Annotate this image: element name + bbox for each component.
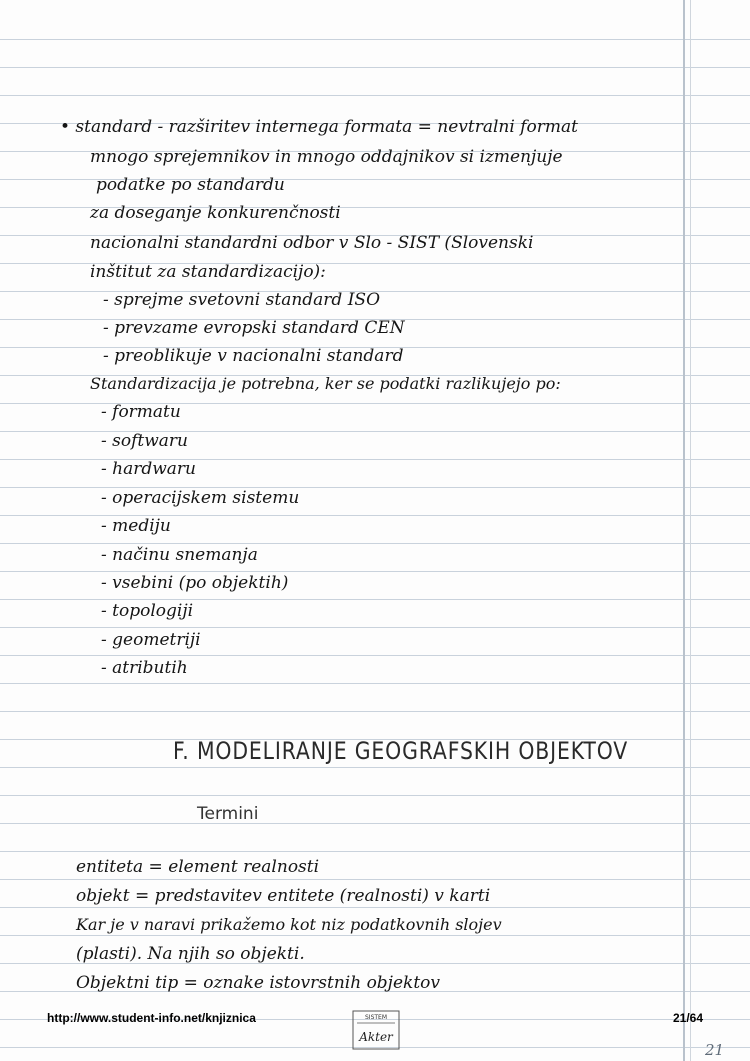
list-item: - vsebini (po objektih) — [101, 573, 289, 593]
margin-line-secondary — [690, 0, 691, 1061]
note-line: Kar je v naravi prikažemo kot niz podatkovnih slojev — [76, 915, 502, 934]
footer-page-number: 21/64 — [673, 1011, 704, 1025]
list-item: - operacijskem sistemu — [101, 488, 300, 508]
list-item: - atributih — [101, 658, 188, 678]
logo-top-text: SISTEM — [364, 1014, 388, 1021]
note-line: entiteta = element realnosti — [76, 857, 320, 877]
note-line: za doseganje konkurenčnosti — [90, 203, 341, 223]
note-line: Objektni tip = oznake istovrstnih objektov — [76, 973, 440, 993]
note-line: (plasti). Na njih so objekti. — [76, 944, 305, 964]
list-item: - topologiji — [101, 601, 194, 621]
logo-script-text: Akter — [359, 1030, 393, 1044]
list-item: - načinu snemanja — [101, 545, 258, 565]
note-line: objekt = predstavitev entitete (realnosti) v karti — [76, 886, 491, 906]
note-line: - preoblikuje v nacionalni standard — [103, 346, 404, 366]
list-item: - mediju — [101, 516, 171, 536]
footer-url: http://www.student-info.net/knjiznica — [47, 1011, 256, 1025]
note-line: inštitut za standardizacijo): — [90, 262, 326, 282]
margin-line — [683, 0, 685, 1061]
sistem-logo — [352, 1010, 400, 1050]
note-line: mnogo sprejemnikov in mnogo oddajnikov si izmenjuje — [90, 147, 563, 167]
section-title: F. MODELIRANJE GEOGRAFSKIH OBJEKTOV — [173, 737, 629, 765]
logo-icon — [352, 1010, 400, 1050]
list-item: - softwaru — [101, 431, 188, 451]
section-subtitle: Termini — [197, 804, 259, 824]
note-line: Standardizacija je potrebna, ker se podatki razlikujejo po: — [90, 374, 561, 393]
list-item: - formatu — [101, 402, 181, 422]
corner-page-number: 21 — [705, 1041, 725, 1059]
note-line: - prevzame evropski standard CEN — [103, 318, 405, 338]
list-item: - hardwaru — [101, 459, 197, 479]
list-item: - geometriji — [101, 630, 201, 650]
note-line: podatke po standardu — [96, 175, 285, 195]
note-line: - sprejme svetovni standard ISO — [103, 290, 381, 310]
note-line: nacionalni standardni odbor v Slo - SIST (Slovenski — [90, 233, 534, 253]
note-line: • standard - razširitev internega formata = nevtralni format — [60, 117, 578, 137]
